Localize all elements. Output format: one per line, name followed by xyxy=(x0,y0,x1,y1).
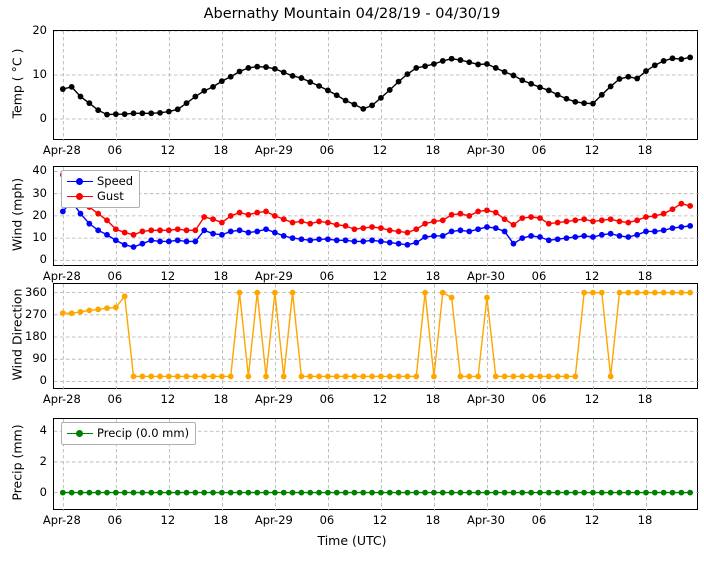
x-tick-label: 18 xyxy=(637,513,653,527)
y-tick-label: 0 xyxy=(39,252,47,267)
x-tick-label: 06 xyxy=(319,513,335,527)
x-tick-label: Apr-30 xyxy=(466,392,505,406)
x-tick-label: 12 xyxy=(160,513,176,527)
x-tick-label: Apr-28 xyxy=(42,269,81,283)
x-tick-label: 18 xyxy=(425,392,441,406)
x-tick-label: 18 xyxy=(637,143,653,157)
x-tick-label: 06 xyxy=(531,269,547,283)
x-tick-label: 06 xyxy=(531,513,547,527)
x-tick-label: Apr-28 xyxy=(42,143,81,157)
y-tick-label: 2 xyxy=(39,453,47,468)
y-tick-label: 90 xyxy=(32,351,47,366)
x-tick-label: 18 xyxy=(213,392,229,406)
x-tick-label: 06 xyxy=(107,513,123,527)
x-tick-label: 06 xyxy=(531,143,547,157)
wind-direction-panel xyxy=(53,283,698,389)
precip-legend xyxy=(61,422,196,445)
y-tick-label: 180 xyxy=(25,329,47,343)
x-tick-label: 18 xyxy=(637,392,653,406)
x-tick-label: 12 xyxy=(372,269,388,283)
x-tick-label: 12 xyxy=(160,269,176,283)
legend-item-precip xyxy=(67,426,189,441)
x-tick-label: 06 xyxy=(319,143,335,157)
legend-label-gust: Gust xyxy=(97,189,124,203)
x-tick-label: Apr-30 xyxy=(466,143,505,157)
x-tick-label: 18 xyxy=(637,269,653,283)
x-tick-label: 18 xyxy=(425,513,441,527)
x-tick-label: Apr-29 xyxy=(254,143,293,157)
x-tick-label: 18 xyxy=(213,513,229,527)
precip-axis-label: Precip (mm) xyxy=(9,424,25,501)
y-tick-label: 4 xyxy=(39,423,47,438)
y-tick-label: 20 xyxy=(32,23,47,37)
legend-item-gust xyxy=(67,189,133,204)
y-tick-label: 10 xyxy=(32,230,47,245)
x-tick-label: 12 xyxy=(584,392,600,406)
wind-direction-axis-label: Wind Direction xyxy=(9,288,25,381)
y-tick-label: 270 xyxy=(25,306,47,321)
x-tick-label: 12 xyxy=(584,269,600,283)
x-tick-label: 12 xyxy=(372,143,388,157)
x-tick-label: 12 xyxy=(584,143,600,157)
y-tick-label: 40 xyxy=(32,163,47,178)
legend-item-speed xyxy=(67,174,133,189)
x-tick-label: 06 xyxy=(107,143,123,157)
x-tick-label: Apr-30 xyxy=(466,269,505,283)
y-tick-label: 0 xyxy=(39,373,47,388)
x-tick-label: 06 xyxy=(531,392,547,406)
legend-label-speed: Speed xyxy=(97,174,134,188)
x-tick-label: 12 xyxy=(372,513,388,527)
temperature-axis-label: Temp ( °C ) xyxy=(9,48,25,119)
temperature-panel xyxy=(53,30,698,140)
wind-axis-label: Wind (mph) xyxy=(9,177,25,252)
y-tick-label: 0 xyxy=(39,484,47,499)
y-tick-label: 0 xyxy=(39,111,47,125)
x-tick-label: Apr-29 xyxy=(254,269,293,283)
x-tick-label: 12 xyxy=(160,392,176,406)
x-tick-label: Apr-30 xyxy=(466,513,505,527)
x-tick-label: 12 xyxy=(160,143,176,157)
x-tick-label: 12 xyxy=(372,392,388,406)
x-tick-label: 06 xyxy=(319,392,335,406)
x-tick-label: 18 xyxy=(213,269,229,283)
x-tick-label: Apr-28 xyxy=(42,513,81,527)
y-tick-label: 10 xyxy=(32,67,47,81)
x-tick-label: 06 xyxy=(107,269,123,283)
y-tick-label: 30 xyxy=(32,185,47,200)
x-tick-label: 06 xyxy=(107,392,123,406)
x-tick-label: 06 xyxy=(319,269,335,283)
x-axis-label: Time (UTC) xyxy=(317,533,387,548)
x-tick-label: 18 xyxy=(425,143,441,157)
x-tick-label: Apr-29 xyxy=(254,392,293,406)
x-tick-label: Apr-28 xyxy=(42,392,81,406)
legend-marker-precip xyxy=(67,429,93,439)
legend-marker-speed xyxy=(67,177,93,187)
y-tick-label: 20 xyxy=(32,207,47,222)
wind-legend xyxy=(61,170,140,208)
y-tick-label: 360 xyxy=(25,284,47,299)
x-tick-label: 18 xyxy=(425,269,441,283)
wind-panel xyxy=(53,166,698,266)
x-tick-label: 12 xyxy=(584,513,600,527)
legend-marker-gust xyxy=(67,192,93,202)
x-tick-label: 18 xyxy=(213,143,229,157)
x-tick-label: Apr-29 xyxy=(254,513,293,527)
chart-title: Abernathy Mountain 04/28/19 - 04/30/19 xyxy=(203,6,501,22)
legend-label-precip: Precip (0.0 mm) xyxy=(97,426,190,440)
